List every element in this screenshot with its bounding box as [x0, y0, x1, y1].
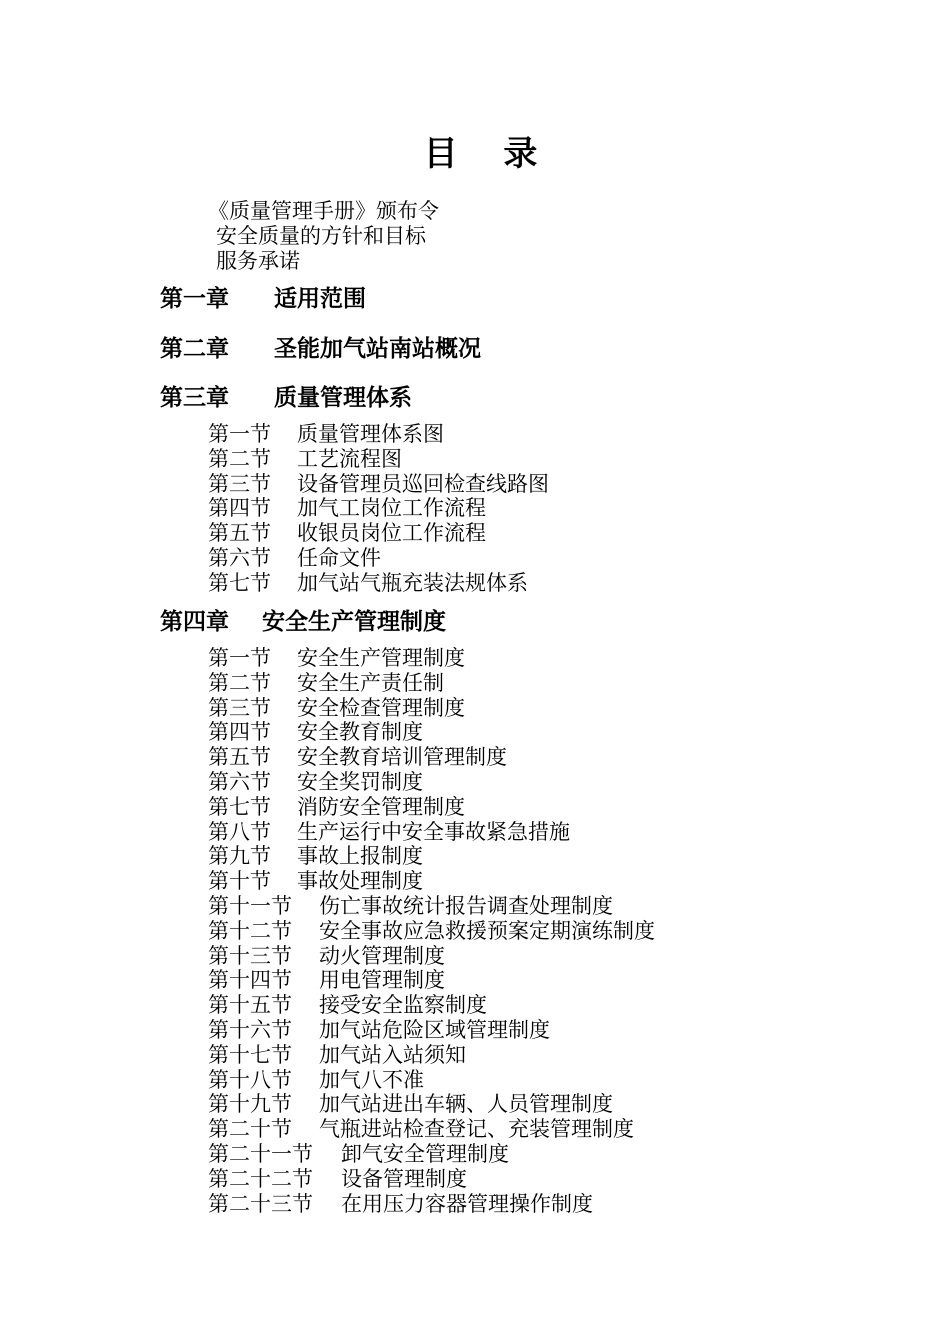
toc-section[interactable]: [208, 521, 486, 546]
toc-chapter-4[interactable]: [160, 607, 446, 637]
section-number: 第四节: [208, 720, 271, 745]
chapter-title: 适用范围: [274, 286, 366, 312]
section-number: 第二十二节: [208, 1166, 313, 1191]
chapter-4-sections: [208, 646, 655, 1216]
toc-section[interactable]: [208, 446, 402, 472]
section-title: 安全奖罚制度: [297, 769, 423, 794]
chapter-title: 质量管理体系: [274, 385, 412, 411]
section-title: 安全事故应急救援预案定期演练制度: [319, 918, 655, 943]
section-number: 第二节: [208, 446, 271, 471]
chapter-title: 圣能加气站南站概况: [274, 336, 481, 362]
toc-section[interactable]: [208, 1067, 424, 1093]
toc-section[interactable]: [208, 819, 570, 845]
toc-section[interactable]: [208, 1166, 467, 1192]
toc-section[interactable]: [208, 545, 381, 571]
section-title: 伤亡事故统计报告调查处理制度: [319, 893, 613, 918]
section-title: 安全检查管理制度: [297, 695, 465, 720]
section-title: 收银员岗位工作流程: [297, 521, 486, 546]
section-number: 第五节: [208, 745, 271, 770]
section-title: 接受安全监察制度: [319, 993, 487, 1018]
section-number: 第三节: [208, 695, 271, 720]
section-title: 设备管理员巡回检查线路图: [297, 471, 549, 496]
section-title: 事故上报制度: [297, 844, 423, 869]
section-title: 安全生产责任制: [297, 670, 444, 695]
toc-section[interactable]: [208, 968, 445, 993]
chapter-number: 第三章: [160, 385, 229, 411]
section-number: 第十四节: [208, 968, 292, 993]
section-number: 第八节: [208, 819, 271, 844]
section-title: 加气工岗位工作流程: [297, 496, 486, 521]
toc-section[interactable]: [208, 918, 655, 944]
front-matter-service-commitment: 服务承诺: [216, 249, 300, 273]
toc-section[interactable]: [208, 670, 444, 696]
toc-section[interactable]: [208, 720, 423, 745]
toc-section[interactable]: [208, 1042, 466, 1068]
front-matter-policy-objectives: 安全质量的方针和目标: [216, 224, 426, 248]
section-number: 第七节: [208, 794, 271, 819]
section-title: 在用压力容器管理操作制度: [341, 1191, 593, 1216]
toc-section[interactable]: [208, 943, 445, 969]
section-number: 第一节: [208, 422, 271, 446]
toc-section[interactable]: [208, 893, 613, 919]
toc-section[interactable]: [208, 570, 528, 596]
section-number: 第六节: [208, 545, 271, 570]
section-title: 用电管理制度: [319, 968, 445, 993]
toc-section[interactable]: [208, 1117, 634, 1142]
toc-chapter-3[interactable]: [160, 383, 412, 413]
section-number: 第十九节: [208, 1092, 292, 1117]
section-title: 加气站危险区域管理制度: [319, 1017, 550, 1042]
toc-chapter-1[interactable]: [160, 284, 366, 314]
toc-section[interactable]: [208, 869, 423, 894]
front-matter-promulgation-order: 《质量管理手册》颁布令: [208, 199, 439, 223]
toc-section[interactable]: [208, 1141, 509, 1167]
section-title: 任命文件: [297, 545, 381, 570]
section-title: 事故处理制度: [297, 869, 423, 894]
section-title: 安全教育制度: [297, 720, 423, 745]
toc-section[interactable]: [208, 993, 487, 1018]
section-title: 加气八不准: [319, 1067, 424, 1092]
section-title: 加气站气瓶充装法规体系: [297, 570, 528, 595]
section-number: 第十二节: [208, 918, 292, 943]
section-number: 第十三节: [208, 943, 292, 968]
section-number: 第二节: [208, 670, 271, 695]
chapter-number: 第四章: [160, 609, 229, 635]
section-title: 气瓶进站检查登记、充装管理制度: [319, 1117, 634, 1142]
section-number: 第十八节: [208, 1067, 292, 1092]
toc-section[interactable]: [208, 496, 486, 521]
toc-section[interactable]: [208, 794, 465, 820]
toc-section[interactable]: [208, 1017, 550, 1043]
chapter-number: 第一章: [160, 286, 229, 312]
section-number: 第十五节: [208, 993, 292, 1018]
toc-section[interactable]: [208, 471, 549, 497]
section-title: 质量管理体系图: [297, 422, 444, 446]
section-number: 第七节: [208, 570, 271, 595]
toc-section[interactable]: [208, 646, 465, 671]
section-title: 安全生产管理制度: [297, 646, 465, 670]
toc-title: 目 录: [423, 134, 555, 174]
section-title: 消防安全管理制度: [297, 794, 465, 819]
toc-section[interactable]: [208, 769, 423, 795]
section-title: 设备管理制度: [341, 1166, 467, 1191]
section-number: 第十节: [208, 869, 271, 894]
section-title: 加气站入站须知: [319, 1042, 466, 1067]
section-number: 第九节: [208, 844, 271, 869]
section-number: 第二十一节: [208, 1141, 313, 1166]
toc-section[interactable]: [208, 1191, 593, 1217]
section-title: 动火管理制度: [319, 943, 445, 968]
chapter-3-sections: [208, 422, 549, 596]
section-number: 第十六节: [208, 1017, 292, 1042]
section-number: 第五节: [208, 521, 271, 546]
toc-section[interactable]: [208, 844, 423, 869]
section-number: 第四节: [208, 496, 271, 521]
section-title: 安全教育培训管理制度: [297, 745, 507, 770]
section-title: 生产运行中安全事故紧急措施: [297, 819, 570, 844]
section-number: 第六节: [208, 769, 271, 794]
toc-section[interactable]: [208, 1092, 613, 1117]
section-number: 第一节: [208, 646, 271, 670]
toc-section[interactable]: [208, 422, 444, 447]
chapter-number: 第二章: [160, 336, 229, 362]
section-title: 卸气安全管理制度: [341, 1141, 509, 1166]
section-number: 第三节: [208, 471, 271, 496]
toc-section[interactable]: [208, 695, 465, 721]
chapter-title: 安全生产管理制度: [262, 609, 446, 635]
section-number: 第十一节: [208, 893, 292, 918]
section-number: 第二十节: [208, 1117, 292, 1142]
section-title: 工艺流程图: [297, 446, 402, 471]
section-title: 加气站进出车辆、人员管理制度: [319, 1092, 613, 1117]
toc-section[interactable]: [208, 745, 507, 770]
section-number: 第二十三节: [208, 1191, 313, 1216]
toc-chapter-2[interactable]: [160, 334, 481, 364]
section-number: 第十七节: [208, 1042, 292, 1067]
